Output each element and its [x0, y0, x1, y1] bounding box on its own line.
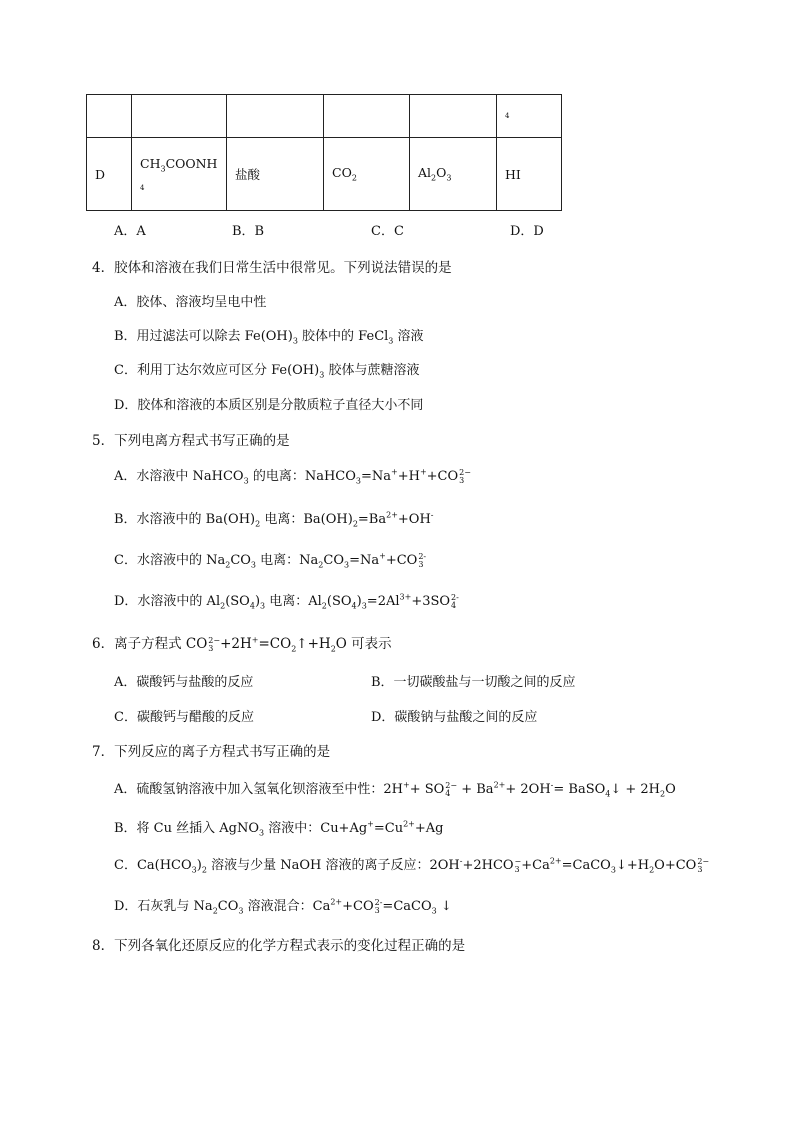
- option-c[interactable]: C．C: [371, 224, 404, 239]
- q6-option-d[interactable]: D．碳酸钠与盐酸之间的反应: [371, 710, 538, 725]
- table-cell: $Al_2O_3$: [410, 138, 497, 211]
- ion-charge: 2- 3: [374, 897, 383, 915]
- table-cell: 4: [497, 95, 562, 138]
- q5-option-d[interactable]: D．水溶液中的 $Al_2(SO_4)_3$ 电离：$Al_2(SO_4)_3=2Al^{3+}+3SO$ 2- 4: [114, 592, 459, 611]
- ion-charge: 2− 3: [459, 467, 471, 485]
- ion-charge: − 3: [514, 856, 522, 874]
- q7-option-b[interactable]: B．将 Cu 丝插入 AgNO$_3$ 溶液中：$Cu+Ag^+=Cu^{2+}+Ag$: [114, 819, 444, 838]
- table-cell: $CH_3COONH$ 4: [132, 138, 227, 211]
- ion-charge: 2− 3: [208, 635, 221, 653]
- q6-option-b[interactable]: B．一切碳酸盐与一切酸之间的反应: [371, 675, 576, 690]
- ion-charge: 2- 3: [418, 551, 427, 569]
- q7-option-c[interactable]: C．$Ca(HCO_3)_2$ 溶液与少量 NaOH 溶液的离子反应：2OH-+2HCO − 3 $+Ca^{2+}=CaCO_3↓+H_2O+CO$ 2− 3: [114, 856, 710, 875]
- ion-charge: 2- 4: [451, 592, 459, 610]
- question-8-stem: 8．下列各氧化还原反应的化学方程式表示的变化过程正确的是: [92, 938, 466, 954]
- q6-option-a[interactable]: A．碳酸钙与盐酸的反应: [114, 675, 254, 690]
- q4-option-b[interactable]: B．用过滤法可以除去 $Fe(OH)_3$ 胶体中的 FeCl$_3$ 溶液: [114, 329, 424, 346]
- q5-option-b[interactable]: B．水溶液中的 $Ba(OH)_2$ 电离：$Ba(OH)_2=Ba^{2+}+OH^-$: [114, 510, 434, 529]
- question-7-stem: 7．下列反应的离子方程式书写正确的是: [92, 744, 331, 760]
- ion-charge: 2− 4: [445, 780, 458, 798]
- q7-option-d[interactable]: D．石灰乳与 $Na_2CO_3$ 溶液混合：$Ca^{2+}+CO$ 2- 3 =CaCO$_3$ ↓: [114, 897, 452, 916]
- q5-option-c[interactable]: C．水溶液中的 $Na_2CO_3$ 电离：$Na_2CO_3=Na^++CO$ 2- 3: [114, 551, 427, 570]
- row-label: D: [87, 138, 132, 211]
- ion-charge: 2− 3: [697, 856, 710, 874]
- q4-option-c[interactable]: C．利用丁达尔效应可区分 $Fe(OH)_3$ 胶体与蔗糖溶液: [114, 363, 420, 380]
- q4-option-a[interactable]: A．胶体、溶液均呈电中性: [114, 295, 267, 310]
- table-row: [87, 95, 562, 138]
- table-cell: 盐酸: [227, 138, 324, 211]
- option-a[interactable]: A．A: [114, 224, 146, 239]
- question-4-stem: 4．胶体和溶液在我们日常生活中很常见。下列说法错误的是: [92, 260, 452, 276]
- option-b[interactable]: B．B: [232, 224, 265, 239]
- question-5-stem: 5．下列电离方程式书写正确的是: [92, 433, 290, 449]
- table-row: [87, 138, 562, 211]
- question-6-stem: 6．离子方程式 CO 2− 3 $+2H^+=CO_2↑+H_2O$ 可表示: [92, 635, 392, 654]
- table-cell: HI: [497, 138, 562, 211]
- q6-option-c[interactable]: C．碳酸钙与醋酸的反应: [114, 710, 254, 725]
- q3-answer-options: [0, 220, 794, 238]
- q7-option-a[interactable]: A．硫酸氢钠溶液中加入氢氧化钡溶液至中性：2H++ SO 2− 4 + $Ba^{2+}+ 2OH^-=$ BaSO$_4$↓ + $2H_2O$: [114, 780, 676, 799]
- q4-option-d[interactable]: D．胶体和溶液的本质区别是分散质粒子直径大小不同: [114, 398, 424, 413]
- reagent-table: [86, 94, 562, 211]
- option-d[interactable]: D．D: [510, 224, 544, 239]
- table-cell: $CO_2$: [324, 138, 410, 211]
- q5-option-a[interactable]: A．水溶液中 NaHCO$_3$ 的电离：NaHCO$_3$=Na++H++CO 2− 3: [114, 467, 471, 486]
